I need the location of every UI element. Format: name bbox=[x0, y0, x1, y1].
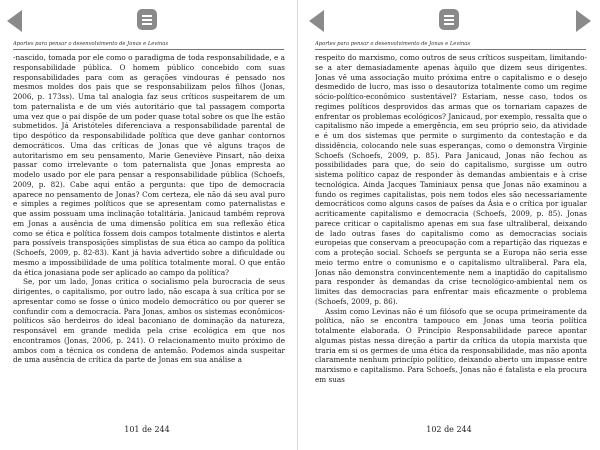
previous-page-icon[interactable] bbox=[7, 10, 22, 32]
page-divider bbox=[297, 0, 298, 450]
paragraph: respeito do marxismo, como outros de seus críticos suspeitam, limitando-se a ater demasiadamente apenas àquilo que dizem seus dirigentes. Jonas vê uma associação muito próxima entre o capitalismo e o desejo desmedido de lucro, mas isso o desautoriza totalmente como um regime sócio-político-econômico sustentável? Estariam, nesse caso, todos os regimes políticos desprovidos das armas que os tornariam capazes de enfrentar os problemas ecológicos? Janicaud, por exemplo, ressalta que o capitalismo não impede a emergência, em seu próprio seio, da atividade e é um dos sistemas que permite o surgimento da contestação e da dissidência, colocando nele suas esperanças, como o demonstra Virginie Schoefs (Schoefs, 2009, p. 85). Para Janicaud, Jonas não fechou as possibilidades para que, do seio do capitalismo, surgisse um outro sistema político capaz de responder às demandas ambientais e à crise tecnológica. Ainda Jacques Taminiaux pensa que Jonas não examinou a fundo os regimes capitalistas, pois nem todos eles são necessariamente democráticos como alguns casos de países da Ásia e o crítica por igualar acriticamente capitalismo e democracia (Schoefs, 2009, p. 85). Jonas parece criticar o capitalismo apenas em sua fase ultraliberal, deixando de lado outras fases do capitalismo como as democracias sociais europeias que conservam a preocupação com a repartição das riquezas e com a proteção social. Schoefs se pergunta se a Europa não seria esse meio termo entre o comunismo e o capitalismo ultraliberal. Para ela, Jonas não demonstra convincentemente nem a inaptidão do capitalismo para responder às demandas da crise tecnológico-ambiental nem os limites das democracias para enfrentar mais eficazmente o problema (Schoefs, 2009, p. 86). bbox=[315, 53, 587, 306]
running-header: Aportes para pensar o desenvolvimento de Jonas e Levinas bbox=[315, 41, 586, 50]
running-header: Aportes para pensar o desenvolvimento de Jonas e Levinas bbox=[13, 41, 284, 50]
previous-page-icon[interactable] bbox=[309, 10, 324, 32]
page-number: 101 de 244 bbox=[124, 425, 170, 434]
left-page bbox=[0, 0, 294, 450]
right-page bbox=[302, 0, 596, 450]
page-number: 102 de 244 bbox=[426, 425, 472, 434]
next-page-icon[interactable] bbox=[576, 10, 591, 32]
paragraph: -nascido, tomada por ele como o paradigma de toda responsabilidade, e a responsabilidade pública. O homem público concebido com suas responsabilidades para com as gerações vindouras é pensado nos mesmos moldes dos pais que se responsabilizam pelos filhos (Jonas, 2006, p. 173ss). Uma tal analogia faz seus críticos suspeitarem de um tom paternalista e de um viés autoritário que tal passagem comporta uma vez que o pai dispõe de um poder quase total sobre os que lhe estão submetidos. Já Aristóteles diferenciava a responsabilidade parental de tipo despótico da responsabilidade política que deve ganhar contornos democráticos. Uma das críticas de Jonas que vê alguns traços de autoritarismo em seu pensamento, Marie Geneviève Pinsart, não deixa passar como irrelevante o tom paternalista que Jonas empresta ao modelo usado por ele para pensar a responsabilidade pública (Schoefs, 2009, p. 82). Cabe aqui então a pergunta: que tipo de democracia aparece no pensamento de Jonas? Com certeza, ele não dá seu aval puro e simples a regimes políticos que se apresentam como paternalistas e que assim possuam uma inclinação totalitária. Janicaud também reprova em Jonas a ausência de uma dimensão política em sua reflexão ética como se ética e política fossem dois campos totalmente distintos e alerta para possíveis transposições simplistas de sua ética ao campo da política (Schoefs, 2009, p. 82-83). Kant já havia advertido sobre a dificuldade ou mesmo a impossibilidade de uma política totalmente moral. O que então da ética jonasiana pode ser aplicado ao campo da política? bbox=[13, 53, 285, 277]
paragraph: Assim como Levinas não é um filósofo que se ocupa primeiramente da política, não se encontra tampouco em Jonas uma teoria política totalmente elaborada. O Princípio Responsabilidade parece apontar algumas pistas nessa direção a partir da crítica da utopia marxista que traria em si os germes de uma ética da responsabilidade, mas não aponta claramente nenhum princípio político, deixando aberto um impasse entre marxismo e capitalismo. Para Schoefs, Jonas não é fatalista e ela procura em suas bbox=[315, 306, 587, 384]
page-body-text bbox=[315, 53, 587, 427]
menu-icon[interactable] bbox=[439, 9, 459, 30]
menu-icon[interactable] bbox=[137, 9, 157, 30]
paragraph: Se, por um lado, Jonas critica o socialismo pela burocracia de seus dirigentes, o capitalismo, por outro lado, não escapa à sua crítica por se apresentar como se fosse o único modelo democrático ou por querer se confundir com a democracia. Para Jonas, ambos os sistemas econômicos-políticos são herdeiros do ideal baconiano de dominação da natureza, responsável em grande medida pela crise ecológica em que nos encontramos (Jonas, 2006, p. 241). O relacionamento muito próximo de ambos com a técnica os condena de antemão. Podemos ainda suspeitar de uma ausência de crítica da parte de Jonas em sua análise a bbox=[13, 277, 285, 365]
page-body-text bbox=[13, 53, 285, 427]
